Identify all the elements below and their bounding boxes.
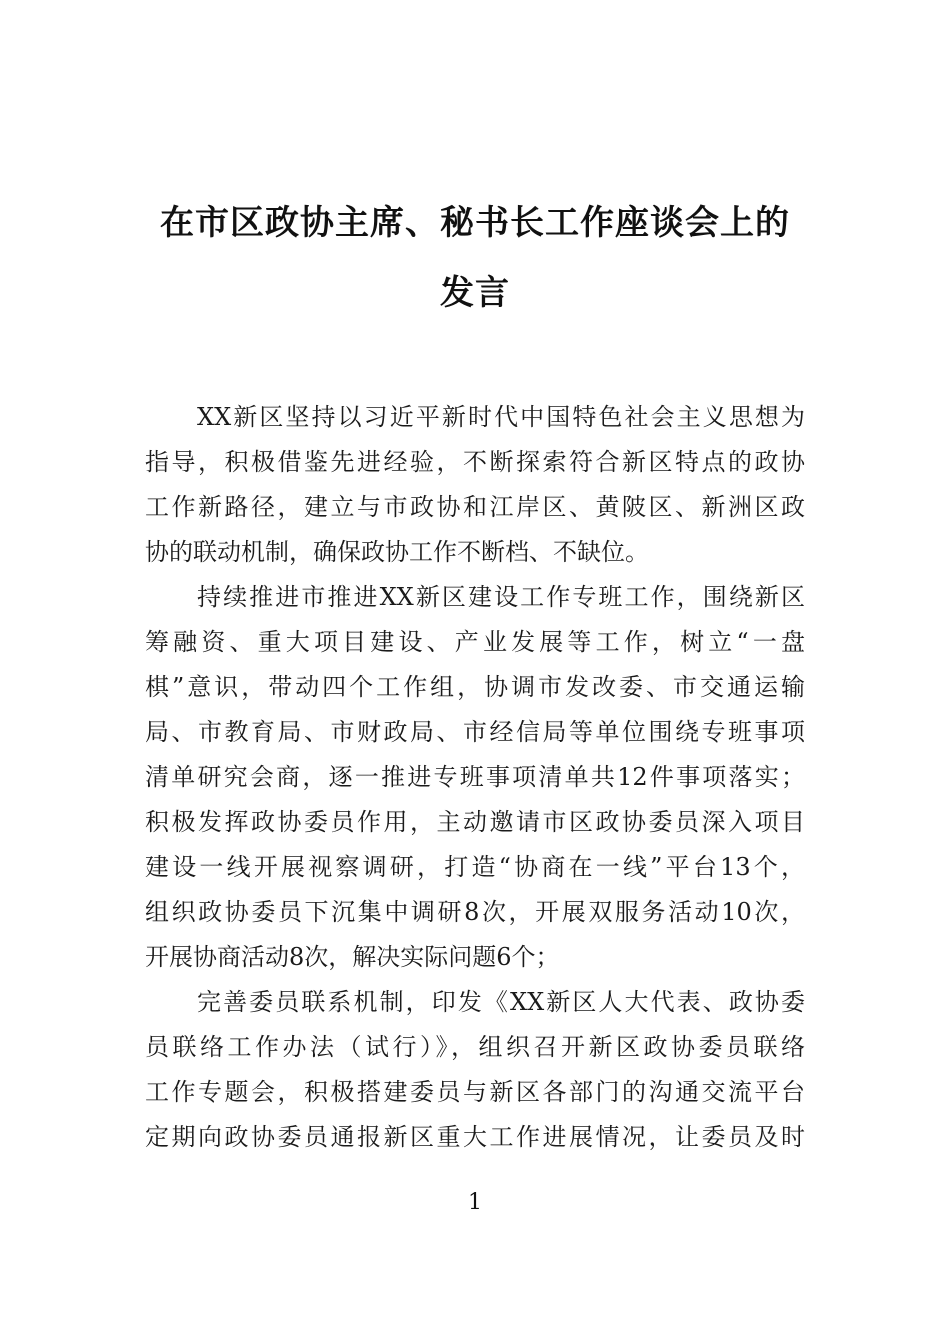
document-title — [145, 188, 805, 328]
title-line-2: 发言 — [440, 273, 510, 313]
paragraph-line: 清单研究会商，逐一推进专班事项清单共12件事项落实； — [145, 763, 805, 791]
paragraph-line: 组织政协委员下沉集中调研8次，开展双服务活动10次， — [145, 898, 805, 926]
paragraph-line: 完善委员联系机制，印发《XX新区人大代表、政协委 — [197, 988, 805, 1016]
paragraph-2 — [145, 575, 805, 980]
paragraph-line: 局、市教育局、市财政局、市经信局等单位围绕专班事项 — [145, 718, 805, 746]
paragraph-line: 指导，积极借鉴先进经验，不断探索符合新区特点的政协 — [145, 448, 805, 476]
title-line-1: 在市区政协主席、秘书长工作座谈会上的 — [160, 203, 790, 243]
document-body — [145, 395, 805, 1160]
paragraph-line: 工作专题会，积极搭建委员与新区各部门的沟通交流平台 — [145, 1078, 805, 1106]
paragraph-line: 定期向政协委员通报新区重大工作进展情况，让委员及时 — [145, 1123, 805, 1151]
paragraph-line: 积极发挥政协委员作用，主动邀请市区政协委员深入项目 — [145, 808, 805, 836]
paragraph-line: 建设一线开展视察调研，打造“协商在一线”平台13个， — [145, 853, 805, 881]
paragraph-3 — [145, 980, 805, 1160]
paragraph-line: 筹融资、重大项目建设、产业发展等工作，树立“一盘 — [145, 628, 805, 656]
page-number: 1 — [468, 1190, 482, 1215]
paragraph-line: 工作新路径，建立与市政协和江岸区、黄陂区、新洲区政 — [145, 493, 805, 521]
paragraph-1 — [145, 395, 805, 575]
paragraph-line: 棋”意识，带动四个工作组，协调市发改委、市交通运输 — [145, 673, 805, 701]
paragraph-line: 持续推进市推进XX新区建设工作专班工作，围绕新区 — [197, 583, 805, 611]
paragraph-line: 协的联动机制，确保政协工作不断档、不缺位。 — [145, 538, 649, 566]
paragraph-line: 员联络工作办法（试行）》，组织召开新区政协委员联络 — [145, 1033, 805, 1061]
paragraph-line: 开展协商活动8次，解决实际问题6个； — [145, 943, 560, 971]
paragraph-line: XX新区坚持以习近平新时代中国特色社会主义思想为 — [197, 403, 805, 431]
